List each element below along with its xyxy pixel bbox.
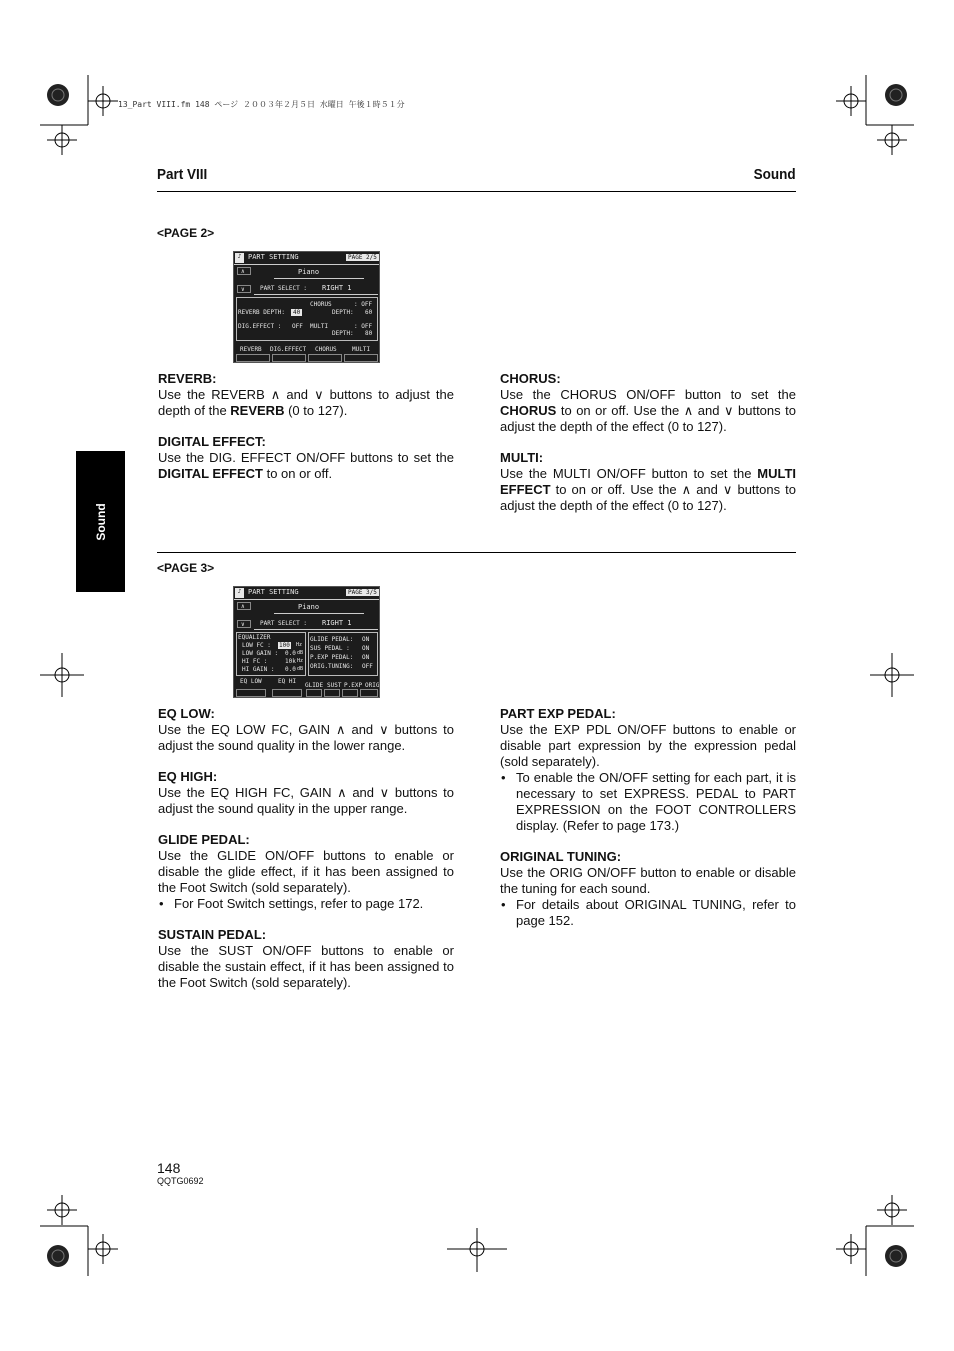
down-button[interactable]: ∨ [237,285,251,293]
side-tab-label: Sound [93,502,108,541]
orig-button-label: ORIG [365,682,380,689]
equalizer-label: EQUALIZER [238,634,271,641]
page3-left-column [158,706,454,1006]
pexp-pedal-value: ON [362,654,370,661]
chorus-label: CHORUS [310,301,332,308]
section-heading: SUSTAIN PEDAL: [158,927,267,942]
chorus-value: : OFF [354,301,373,308]
hi-gain-label: HI GAIN : [242,666,275,673]
section-heading: EQ LOW: [158,706,215,721]
reverb-button-label: REVERB [240,346,262,353]
dig-effect-button-label: DIG.EFFECT [270,346,307,353]
multi-value: : OFF [354,323,373,330]
reverb-section [158,371,454,419]
page2-right-column [500,371,796,529]
section-text: Use the GLIDE ON/OFF buttons to enable or disable the glide effect, if it has been assigned to the Foot Switch (sold separately). [158,848,454,895]
dig-effect-label: DIG.EFFECT : [238,323,282,330]
page-number: 148 [157,1160,181,1176]
header-rule [157,191,796,192]
low-gain-value: 0.0 [285,650,296,657]
digital-effect-section [158,434,454,482]
part-select-label: PART SELECT : [260,620,307,627]
divider [254,294,378,295]
eq-low-button[interactable] [236,689,266,697]
music-note-icon: ♪ [235,588,244,598]
low-gain-label: LOW GAIN : [242,650,279,657]
divider [254,629,378,630]
low-fc-label: LOW FC : [242,642,271,649]
section-text: Use the EQ LOW FC, GAIN ∧ and ∨ buttons to adjust the sound quality in the lower range. [158,722,454,753]
section-text: Use the CHORUS ON/OFF button to set the CHORUS to on or off. Use the ∧ and ∨ buttons to adjust the depth of the effect (0 to 127). [500,387,796,434]
note-list [158,896,454,912]
glide-button[interactable] [306,689,322,697]
note-list [500,770,796,834]
page2-left-column [158,371,454,497]
eq-hi-button[interactable] [272,689,302,697]
section-heading: EQ HIGH: [158,769,218,784]
section-title: Sound [754,166,796,183]
screen-title: PART SETTING [248,588,299,596]
screen-title: PART SETTING [248,253,299,261]
orig-tuning-label: ORIG.TUNING: [310,663,354,670]
page3-right-column [500,706,796,944]
divider [234,599,380,600]
eq-high-section [158,769,454,817]
chorus-depth-label: DEPTH: [332,309,354,316]
document-code: QQTG0692 [157,1176,204,1186]
multi-section [500,450,796,514]
part-select-label: PART SELECT : [260,285,307,292]
section-divider [157,552,796,553]
part-select-value: RIGHT 1 [322,284,352,292]
note-item: • For details about ORIGINAL TUNING, refer to page 152. [500,897,796,929]
note-item: • To enable the ON/OFF setting for each part, it is necessary to set EXPRESS. PEDAL to PART EXPRESSION on the FOOT CONTROLLERS display. (Refer to page 173.) [500,770,796,834]
orig-tuning-value: OFF [362,663,373,670]
glide-button-label: GLIDE [305,682,324,689]
section-text: Use the DIG. EFFECT ON/OFF buttons to set the DIGITAL EFFECT to on or off. [158,450,454,481]
glide-pedal-label: GLIDE PEDAL: [310,636,354,643]
section-heading: DIGITAL EFFECT: [158,434,266,449]
pexp-pedal-label: P.EXP PEDAL: [310,654,354,661]
section-heading: MULTI: [500,450,544,465]
dig-effect-value: OFF [292,323,303,330]
multi-depth-label: DEPTH: [332,330,354,337]
note-list [500,897,796,929]
note-item: • For Foot Switch settings, refer to page 172. [158,896,454,912]
section-text: Use the SUST ON/OFF buttons to enable or disable the sustain effect, if it has been assigned to the Foot Switch (sold separately). [158,943,454,990]
music-note-icon: ♪ [235,253,244,263]
sound-name: Piano [298,268,320,276]
pexp-button-label: P.EXP [344,682,363,689]
hi-gain-unit: dB [297,666,304,672]
sus-pedal-value: ON [362,645,370,652]
side-tab [76,451,125,592]
section-text: Use the REVERB ∧ and ∨ buttons to adjust the depth of the REVERB (0 to 127). [158,387,454,418]
hi-fc-unit: Hz [297,658,304,664]
pexp-button[interactable] [342,689,358,697]
chorus-button-label: CHORUS [315,346,337,353]
eq-low-section [158,706,454,754]
low-gain-unit: dB [297,650,304,656]
section-text: Use the EXP PDL ON/OFF buttons to enable or disable part expression by the expression pedal (sold separately). [500,722,796,769]
page3-screen [233,586,380,698]
multi-label: MULTI [310,323,329,330]
eq-low-button-label: EQ LOW [240,678,262,685]
section-heading: ORIGINAL TUNING: [500,849,622,864]
multi-depth-value: 80 [365,330,373,337]
sus-pedal-label: SUS PEDAL : [310,645,350,652]
dig-effect-button[interactable] [272,354,306,362]
divider [274,278,364,279]
hi-fc-label: HI FC : [242,658,268,665]
divider [234,264,380,265]
low-fc-unit: Hz [296,642,303,648]
sound-name: Piano [298,603,320,611]
divider [274,613,364,614]
section-text: Use the ORIG ON/OFF button to enable or disable the tuning for each sound. [500,865,796,896]
section-text: Use the MULTI ON/OFF button to set the MULTI EFFECT to on or off. Use the ∧ and ∨ buttons to adjust the depth of the effect (0 to 127). [500,466,796,513]
section-heading: REVERB: [158,371,217,386]
part-title: Part VIII [157,166,208,183]
glide-pedal-value: ON [362,636,370,643]
hi-gain-value: 0.0 [285,666,296,673]
up-button[interactable]: ∧ [237,267,251,275]
chorus-button[interactable] [308,354,342,362]
hi-fc-value: 10k [285,658,296,665]
chorus-section [500,371,796,435]
original-tuning-section [500,849,796,929]
page3-label: <PAGE 3> [157,561,215,575]
part-exp-pedal-section [500,706,796,834]
glide-pedal-section [158,832,454,912]
chorus-depth-value: 60 [365,309,373,316]
low-fc-value: 100 [279,642,290,649]
down-button[interactable]: ∨ [237,620,251,628]
page2-screen [233,251,380,363]
sust-button[interactable] [324,689,340,697]
page-indicator: PAGE 2/5 [348,254,377,261]
reverb-depth-label: REVERB DEPTH: [238,309,285,316]
multi-button-label: MULTI [352,346,371,353]
orig-button[interactable] [360,689,378,697]
sustain-pedal-section [158,927,454,991]
section-heading: CHORUS: [500,371,561,386]
page-indicator: PAGE 3/5 [348,589,377,596]
multi-button[interactable] [344,354,378,362]
section-heading: GLIDE PEDAL: [158,832,250,847]
reverb-depth-value: 40 [293,309,301,316]
up-button[interactable]: ∧ [237,602,251,610]
section-text: Use the EQ HIGH FC, GAIN ∧ and ∨ buttons to adjust the sound quality in the upper range. [158,785,454,816]
sust-button-label: SUST [327,682,342,689]
reverb-button[interactable] [236,354,270,362]
page2-label: <PAGE 2> [157,226,215,240]
file-info: 13_Part VIII.fm 148 ページ ２００３年２月５日 水曜日 午後１時５１分 [118,100,405,109]
section-heading: PART EXP PEDAL: [500,706,616,721]
eq-hi-button-label: EQ HI [278,678,297,685]
part-select-value: RIGHT 1 [322,619,352,627]
